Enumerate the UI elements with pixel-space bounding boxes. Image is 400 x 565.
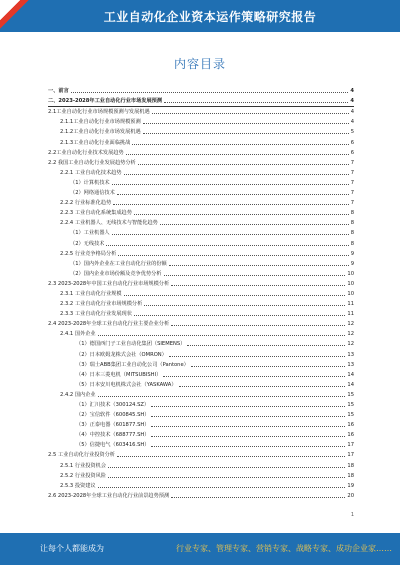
toc-entry-page: 10 (347, 290, 354, 297)
toc-entry-page: 12 (347, 331, 354, 338)
toc-entry-title: 2.1.1工业自动化行业市场规模预测 (60, 119, 141, 126)
toc-entry-title: 2.2.4 工业机器人、无线技术与智能化趋势 (60, 220, 158, 227)
toc-entry-page: 20 (347, 492, 354, 499)
toc-entry[interactable] (48, 370, 354, 380)
toc-leader-dots (124, 295, 346, 296)
toc-leader-dots (151, 406, 345, 407)
toc-entry-title: 2.5.2 行业投资风险 (60, 472, 106, 479)
toc-leader-dots (98, 335, 346, 336)
toc-leader-dots (98, 487, 346, 488)
toc-entry[interactable] (48, 430, 354, 440)
toc-entry-page: 6 (350, 139, 354, 146)
toc-entry-title: 2.5.3 投资建议 (60, 482, 96, 489)
toc-entry[interactable] (48, 319, 354, 329)
toc-entry-title: （2）宝信软件（600845.SH） (76, 412, 150, 419)
toc-entry-page: 4 (350, 109, 354, 116)
toc-entry-page: 14 (347, 371, 354, 378)
footer-tagline: 行业专家、管理专家、营销专家、战略专家、成功企业家…… (176, 544, 392, 553)
toc-leader-dots (163, 376, 345, 377)
toc-leader-dots (134, 214, 349, 215)
toc-leader-dots (117, 194, 349, 195)
toc-entry-page: 12 (347, 321, 354, 328)
toc-entry-title: 2.5 工业自动化行业投资分析 (48, 452, 115, 459)
toc-leader-dots (151, 436, 345, 437)
toc-entry[interactable] (48, 360, 354, 370)
toc-leader-dots (144, 305, 345, 306)
toc-entry-title: （5）信捷电气（603416.SH） (76, 442, 150, 449)
toc-leader-dots (134, 315, 345, 316)
toc-entry[interactable] (48, 117, 354, 127)
toc-entry-title: （2）无线技术 (70, 240, 105, 247)
toc-leader-dots (106, 245, 348, 246)
toc-entry-title: 一、前言 (48, 88, 69, 95)
toc-heading: 内容目录 (173, 57, 226, 71)
toc-entry[interactable] (48, 279, 354, 289)
toc-entry[interactable] (48, 491, 354, 501)
toc-entry-page: 14 (347, 381, 354, 388)
toc-entry-page: 9 (350, 250, 354, 257)
toc-entry[interactable] (48, 440, 354, 450)
toc-leader-dots (169, 356, 346, 357)
toc-leader-dots (108, 467, 345, 468)
toc-entry-page: 8 (350, 240, 354, 247)
toc-entry-page: 5 (350, 129, 354, 136)
toc-entry[interactable] (48, 471, 354, 481)
toc-entry-title: 二、2023-2028年工业自动化行业市场发展预测 (48, 98, 163, 105)
toc-leader-dots (143, 123, 349, 124)
toc-entry-page: 8 (350, 220, 354, 227)
toc-entry-page: 11 (347, 311, 354, 318)
toc-entry-title: 2.2.2 行业标准化趋势 (60, 200, 112, 207)
toc-leader-dots (151, 446, 345, 447)
toc-entry[interactable] (48, 168, 354, 178)
toc-entry[interactable] (48, 218, 354, 228)
toc-leader-dots (112, 184, 349, 185)
toc-entry[interactable] (48, 208, 354, 218)
toc-leader-dots (132, 144, 348, 145)
toc-entry-title: （1）国内外企业在工业自动化行业的份额 (70, 260, 167, 267)
toc-leader-dots (171, 497, 345, 498)
toc-entry-page: 7 (350, 159, 354, 166)
table-of-contents (48, 86, 354, 501)
toc-leader-dots (113, 204, 349, 205)
toc-entry-title: （2）网络通信技术 (70, 190, 115, 197)
toc-entry-page: 15 (347, 391, 354, 398)
toc-entry-page: 16 (347, 432, 354, 439)
page-footer (0, 533, 400, 565)
toc-entry-page: 7 (350, 179, 354, 186)
toc-entry[interactable] (48, 127, 354, 137)
toc-entry[interactable] (48, 390, 354, 400)
toc-entry[interactable] (48, 158, 354, 168)
toc-entry-title: （3）瑞士ABB集团工业自动化公司（Pantone） (76, 361, 189, 368)
toc-entry-title: （2）国内企业市场份额及竞争优势分析 (70, 270, 162, 277)
toc-entry[interactable] (48, 400, 354, 410)
toc-entry[interactable] (48, 289, 354, 299)
toc-entry[interactable] (48, 137, 354, 147)
toc-entry-title: 2.3 2023-2028年中国工业自动化行业市场规模分析 (48, 280, 170, 287)
toc-entry-page: 6 (350, 149, 354, 156)
toc-leader-dots (71, 92, 349, 93)
toc-entry-title: 2.2工业自动化行业技术发展趋势 (48, 149, 124, 156)
toc-leader-dots (126, 154, 349, 155)
toc-entry-page: 8 (350, 210, 354, 217)
toc-entry-page: 10 (347, 270, 354, 277)
toc-entry-page: 13 (347, 351, 354, 358)
toc-entry-page: 4 (350, 119, 354, 126)
toc-entry[interactable] (48, 450, 354, 460)
toc-entry[interactable] (48, 481, 354, 491)
toc-entry-title: 2.6 2023-2028年全球工业自动化行业前景趋势预测 (48, 492, 170, 499)
toc-entry-page: 16 (347, 422, 354, 429)
toc-leader-dots (160, 224, 349, 225)
toc-leader-dots (191, 366, 346, 367)
toc-entry-title: （1）德国西门子工业自动化集团（SIEMENS） (76, 341, 186, 348)
toc-leader-dots (118, 255, 348, 256)
toc-entry[interactable] (48, 269, 354, 279)
toc-entry[interactable] (48, 148, 354, 158)
toc-entry-page: 18 (347, 472, 354, 479)
toc-entry[interactable] (48, 259, 354, 269)
toc-entry-page: 11 (347, 301, 354, 308)
toc-entry-title: 2.3.1 工业自动化行业规模 (60, 290, 122, 297)
toc-entry[interactable] (48, 380, 354, 390)
toc-entry[interactable] (48, 299, 354, 309)
toc-entry-page: 8 (350, 230, 354, 237)
toc-entry-title: （5）日本安川电机株式会社（YASKAWA） (76, 381, 177, 388)
toc-leader-dots (164, 102, 348, 103)
toc-leader-dots (117, 456, 345, 457)
toc-entry-title: 2.3.3 工业自动化行业发展现状 (60, 311, 132, 318)
toc-entry[interactable] (48, 329, 354, 339)
toc-entry-title: 2.1.2工业自动化行业市场发展机遇 (60, 129, 141, 136)
toc-leader-dots (112, 234, 349, 235)
toc-entry[interactable] (48, 178, 354, 188)
toc-leader-dots (152, 113, 349, 114)
toc-entry[interactable] (48, 228, 354, 238)
toc-leader-dots (138, 164, 349, 165)
toc-entry-title: 2.4 2023-2028年全球工业自动化行业主要企业分析 (48, 321, 170, 328)
toc-entry[interactable] (48, 96, 354, 107)
toc-leader-dots (164, 275, 346, 276)
toc-leader-dots (143, 133, 349, 134)
toc-entry-page: 7 (350, 169, 354, 176)
toc-entry[interactable] (48, 420, 354, 430)
toc-entry-page: 17 (347, 452, 354, 459)
toc-entry-title: 2.4.1 国外企业 (60, 331, 96, 338)
toc-entry-page: 18 (347, 462, 354, 469)
toc-entry-title: 2.5.1 行业投资机会 (60, 462, 106, 469)
toc-entry-page: 4 (350, 98, 354, 105)
toc-entry-page: 13 (347, 361, 354, 368)
toc-entry-title: 2.4.2 国内企业 (60, 391, 96, 398)
toc-leader-dots (108, 477, 345, 478)
toc-entry-title: （1）计算机技术 (70, 179, 110, 186)
toc-entry-page: 9 (350, 260, 354, 267)
toc-entry-title: 2.1工业自动化行业市场规模预测与发展机遇 (48, 109, 150, 116)
toc-leader-dots (171, 325, 345, 326)
toc-entry-title: （4）中控技术（688777.SH） (76, 432, 150, 439)
toc-entry-title: （1）汇川技术（300124.SZ） (76, 402, 150, 408)
toc-leader-dots (124, 174, 349, 175)
toc-entry-page: 7 (350, 200, 354, 207)
toc-entry-title: 2.2 我国工业自动化行业发展趋势分析 (48, 159, 136, 166)
toc-entry-title: （2）日本欧姆龙株式会社（OMRON） (76, 351, 167, 358)
toc-leader-dots (98, 396, 346, 397)
report-title: 工业自动化企业资本运作策略研究报告 (103, 10, 317, 24)
toc-leader-dots (151, 426, 345, 427)
toc-leader-dots (171, 285, 345, 286)
toc-entry-page: 19 (347, 482, 354, 489)
toc-entry-title: 2.3.2 工业自动化行业市场规模分析 (60, 301, 143, 308)
toc-entry-page: 15 (347, 412, 354, 419)
toc-entry[interactable] (48, 309, 354, 319)
toc-entry-title: （3）正泰电器（601877.SH） (76, 422, 150, 429)
toc-leader-dots (187, 345, 345, 346)
toc-entry[interactable] (48, 339, 354, 349)
toc-entry[interactable] (48, 86, 354, 96)
footer-slogan: 让每个人都能成为 (40, 544, 104, 553)
toc-entry[interactable] (48, 249, 354, 259)
toc-entry-title: 2.1.3工业自动化行业面临挑战 (60, 139, 131, 146)
toc-leader-dots (179, 386, 346, 387)
toc-entry-page: 12 (347, 341, 354, 348)
toc-entry[interactable] (48, 238, 354, 248)
toc-entry-page: 15 (347, 402, 354, 408)
toc-entry-page: 10 (347, 280, 354, 287)
page-header (0, 0, 400, 32)
toc-entry-title: 2.2.1 工业自动化技术趋势 (60, 169, 122, 176)
toc-entry-title: （4）日本三菱电机（MITSUBISHI） (76, 371, 162, 378)
toc-entry[interactable] (48, 410, 354, 420)
toc-entry[interactable] (48, 198, 354, 208)
toc-leader-dots (169, 265, 349, 266)
toc-entry-page: 4 (350, 88, 354, 95)
page-number: 1 (350, 512, 354, 518)
toc-entry[interactable] (48, 188, 354, 198)
toc-leader-dots (151, 416, 345, 417)
toc-entry-page: 17 (347, 442, 354, 449)
toc-entry-title: （1）工业机器人 (70, 230, 110, 237)
toc-entry-title: 2.2.5 行业竞争格局分析 (60, 250, 117, 257)
toc-entry[interactable] (48, 349, 354, 359)
toc-entry-page: 7 (350, 190, 354, 197)
toc-entry[interactable] (48, 107, 354, 117)
toc-entry-title: 2.2.3 工业自动化系统集成趋势 (60, 210, 132, 217)
toc-entry[interactable] (48, 460, 354, 470)
